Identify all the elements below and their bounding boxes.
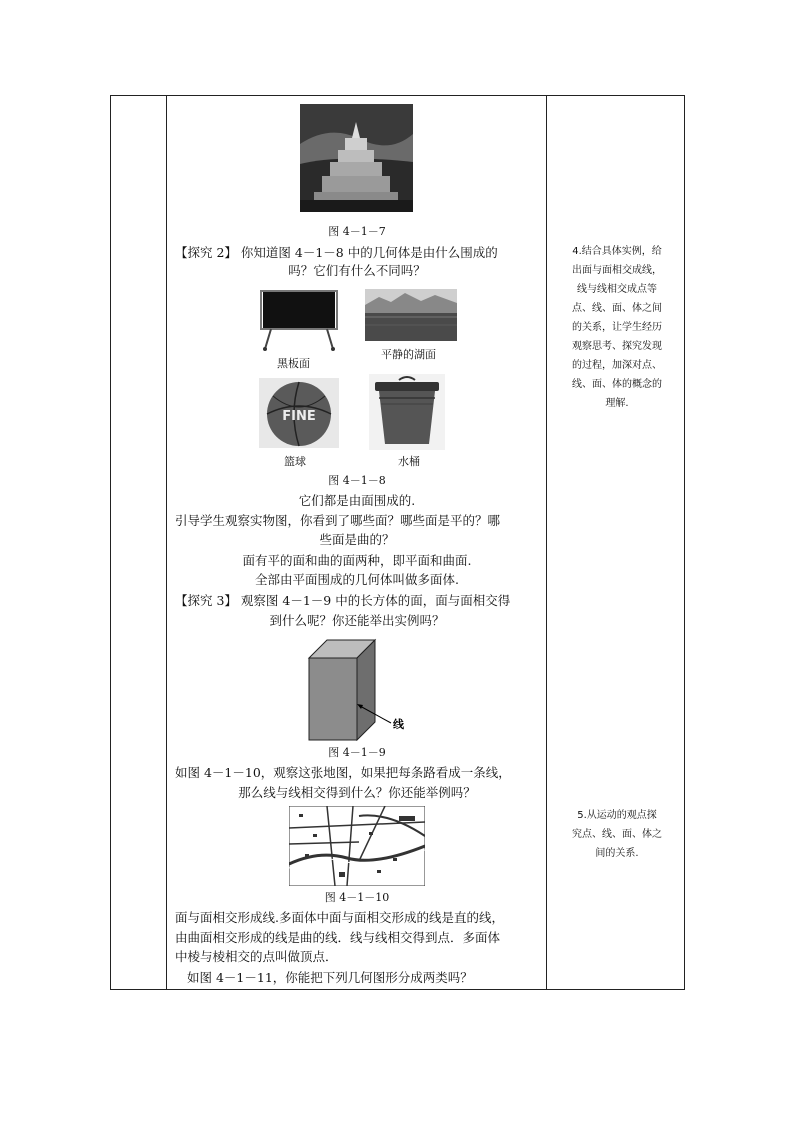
lines-points-text-1: 面与面相交形成线.多面体中面与面相交形成的线是直的线， xyxy=(175,910,504,925)
blackboard-label: 黑板面 xyxy=(277,357,310,370)
map-text-2: 那么线与线相交得到什么？你还能举例吗？ xyxy=(238,785,476,800)
explore3-line1: 【探究 3】 观察图 4－1－9 中的长方体的面，面与面相交得 xyxy=(175,593,511,608)
bucket-photo xyxy=(369,374,445,450)
note4-line: 线、面、体的概念的 xyxy=(572,379,662,390)
figure-4-1-10-caption: 图 4－1－10 xyxy=(324,891,390,904)
explore3-line2: 到什么呢？你还能举出实例吗？ xyxy=(269,613,445,628)
surfaces-text-4: 面有平的面和曲的面两种，即平面和曲面. xyxy=(242,553,472,568)
surfaces-text-1: 它们都是由面围成的. xyxy=(298,493,416,508)
note4-line: 线与线相交成点等 xyxy=(577,284,657,295)
teaching-note-5 xyxy=(549,806,685,863)
lesson-table xyxy=(110,95,685,990)
surfaces-text-2: 引导学生观察实物图，你看到了哪些面？哪些面是平的？哪 xyxy=(175,513,501,528)
blackboard-photo xyxy=(259,289,339,351)
figure-4-1-7-caption: 图 4－1－7 xyxy=(328,225,386,238)
note4-line: 理解. xyxy=(605,398,629,409)
note4-line: 观察思考、探究发现 xyxy=(572,341,662,352)
teaching-note-4 xyxy=(549,242,685,413)
map-text-1: 如图 4－1－10，观察这张地图，如果把每条路看成一条线， xyxy=(175,765,511,780)
content-column xyxy=(167,96,547,989)
lake-photo xyxy=(365,289,457,341)
surfaces-text-5: 全部由平面围成的几何体叫做多面体. xyxy=(255,572,459,587)
lines-points-text-3: 中棱与棱相交的点叫做顶点． xyxy=(175,949,338,964)
note4-line: 点、线、面、体之间 xyxy=(572,303,662,314)
note4-line: 出面与面相交成线， xyxy=(572,265,662,276)
note4-line: 4.结合具体实例，给 xyxy=(572,246,662,257)
cuboid-figure xyxy=(305,636,415,741)
pagoda-photo xyxy=(300,104,413,212)
lake-label: 平静的湖面 xyxy=(381,348,436,361)
surfaces-text-3: 些面是曲的？ xyxy=(319,532,395,547)
explore2-line1: 【探究 2】 你知道图 4－1－8 中的几何体是由什么围成的 xyxy=(175,245,498,260)
figure-4-1-9-caption: 图 4－1－9 xyxy=(328,746,386,759)
basketball-label: 篮球 xyxy=(284,455,306,468)
road-map-figure xyxy=(289,806,425,886)
basketball-logo-text: FINE xyxy=(282,409,316,424)
note4-line: 的过程，加深对点、 xyxy=(572,360,662,371)
note5-line: 5.从运动的观点探 xyxy=(577,810,657,821)
bucket-label: 水桶 xyxy=(398,455,420,468)
note5-line: 究点、线、面、体之 xyxy=(572,829,662,840)
figure-4-1-8-caption: 图 4－1－8 xyxy=(328,474,386,487)
lines-points-text-2: 由曲面相交形成的线是曲的线．线与线相交得到点．多面体 xyxy=(175,930,501,945)
line-label: 线 xyxy=(393,718,404,731)
explore2-line2: 吗？它们有什么不同吗？ xyxy=(288,263,426,278)
note5-line: 间的关系. xyxy=(595,848,639,859)
note4-line: 的关系，让学生经历 xyxy=(572,322,662,333)
basketball-photo xyxy=(259,378,339,448)
lines-points-text-4: 如图 4－1－11，你能把下列几何图形分成两类吗？ xyxy=(187,970,473,985)
